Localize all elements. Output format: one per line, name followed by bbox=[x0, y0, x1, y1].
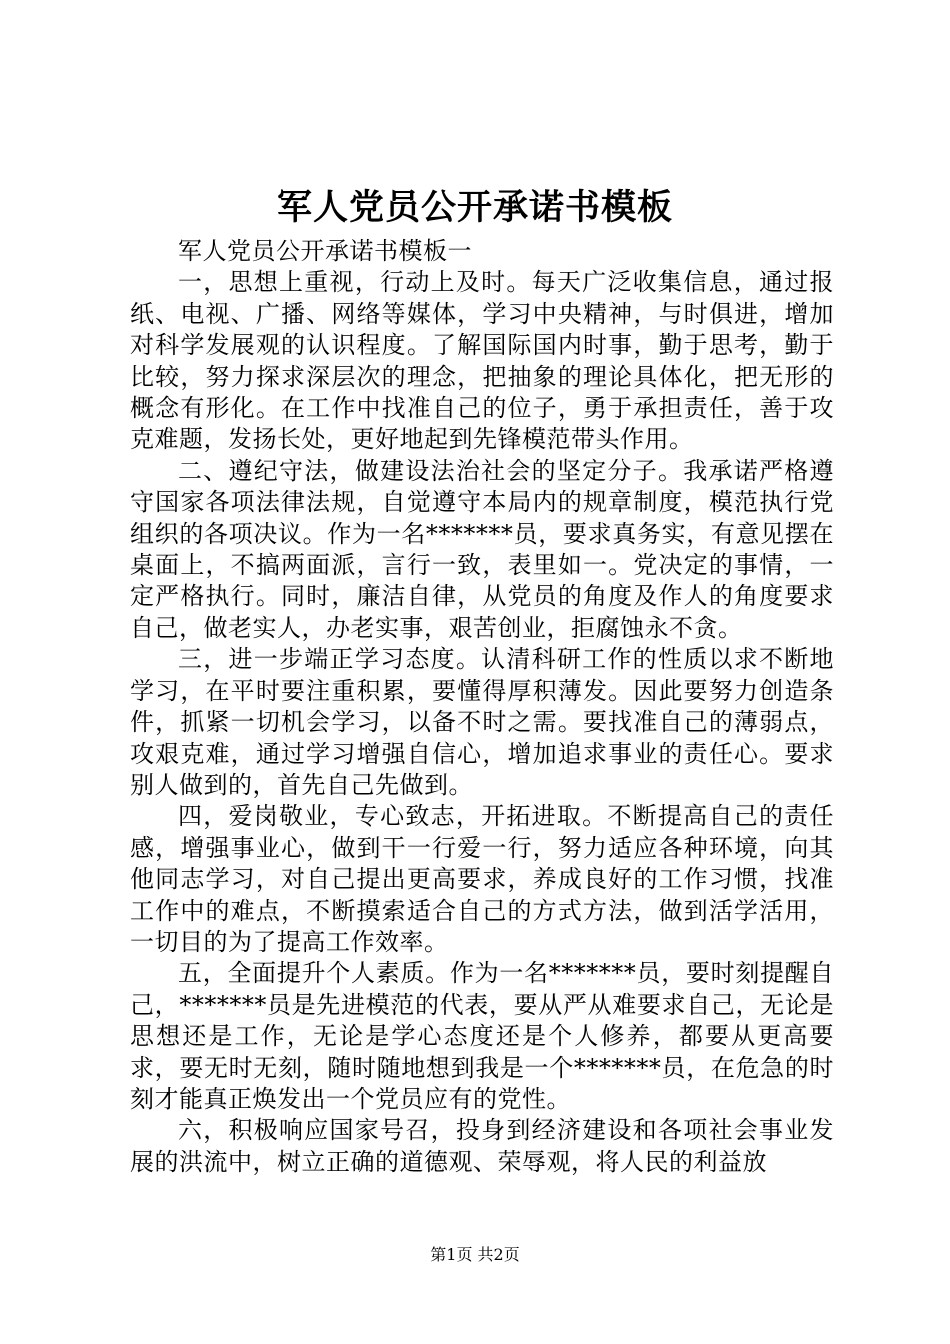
paragraph-1: 一，思想上重视，行动上及时。每天广泛收集信息，通过报纸、电视、广播、网络等媒体，学习中央精神，与时俱进，增加对科学发展观的认识程度。了解国际国内时事，勤于思考，勤于比较，努力探求深层次的理念，把抽象的理论具体化，把无形的概念有形化。在工作中找准自己的位子，勇于承担责任，善于攻克难题，发扬长处，更好地起到先锋模范带头作用。 bbox=[130, 268, 834, 454]
paragraph-4: 四，爱岗敬业，专心致志，开拓进取。不断提高自己的责任感，增强事业心，做到干一行爱一行，努力适应各种环境，向其他同志学习，对自己提出更高要求，养成良好的工作习惯，找准工作中的难点，不断摸索适合自己的方式方法，做到活学活用，一切目的为了提高工作效率。 bbox=[130, 802, 834, 956]
paragraph-subtitle: 军人党员公开承诺书模板一 bbox=[178, 237, 472, 265]
paragraph-6: 六，积极响应国家号召，投身到经济建设和各项社会事业发展的洪流中，树立正确的道德观、荣辱观，将人民的利益放 bbox=[130, 1116, 834, 1176]
document-body bbox=[130, 236, 834, 1178]
paragraph-3: 三，进一步端正学习态度。认清科研工作的性质以求不断地学习，在平时要注重积累，要懂得厚积薄发。因此要努力创造条件，抓紧一切机会学习，以备不时之需。要找准自己的薄弱点，攻艰克难，通过学习增强自信心，增加追求事业的责任心。要求别人做到的，首先自己先做到。 bbox=[130, 645, 834, 799]
document-title: 军人党员公开承诺书模板 bbox=[276, 187, 673, 228]
paragraph-5: 五，全面提升个人素质。作为一名*******员，要时刻提醒自己，*******员是先进模范的代表，要从严从难要求自己，无论是思想还是工作，无论是学心态度还是个人修养，都要从更高要求，要无时无刻，随时随地想到我是一个*******员，在危急的时刻才能真正焕发出一个党员应有的党性。 bbox=[130, 959, 834, 1113]
paragraph-2: 二、遵纪守法，做建设法治社会的坚定分子。我承诺严格遵守国家各项法律法规，自觉遵守本局内的规章制度，模范执行党组织的各项决议。作为一名*******员，要求真务实，有意见摆在桌面上，不搞两面派，言行一致，表里如一。党决定的事情，一定严格执行。同时，廉洁自律，从党员的角度及作人的角度要求自己，做老实人，办老实事，艰苦创业，拒腐蚀永不贪。 bbox=[130, 456, 834, 642]
page-number-footer: 第1页 共2页 bbox=[430, 1245, 520, 1264]
